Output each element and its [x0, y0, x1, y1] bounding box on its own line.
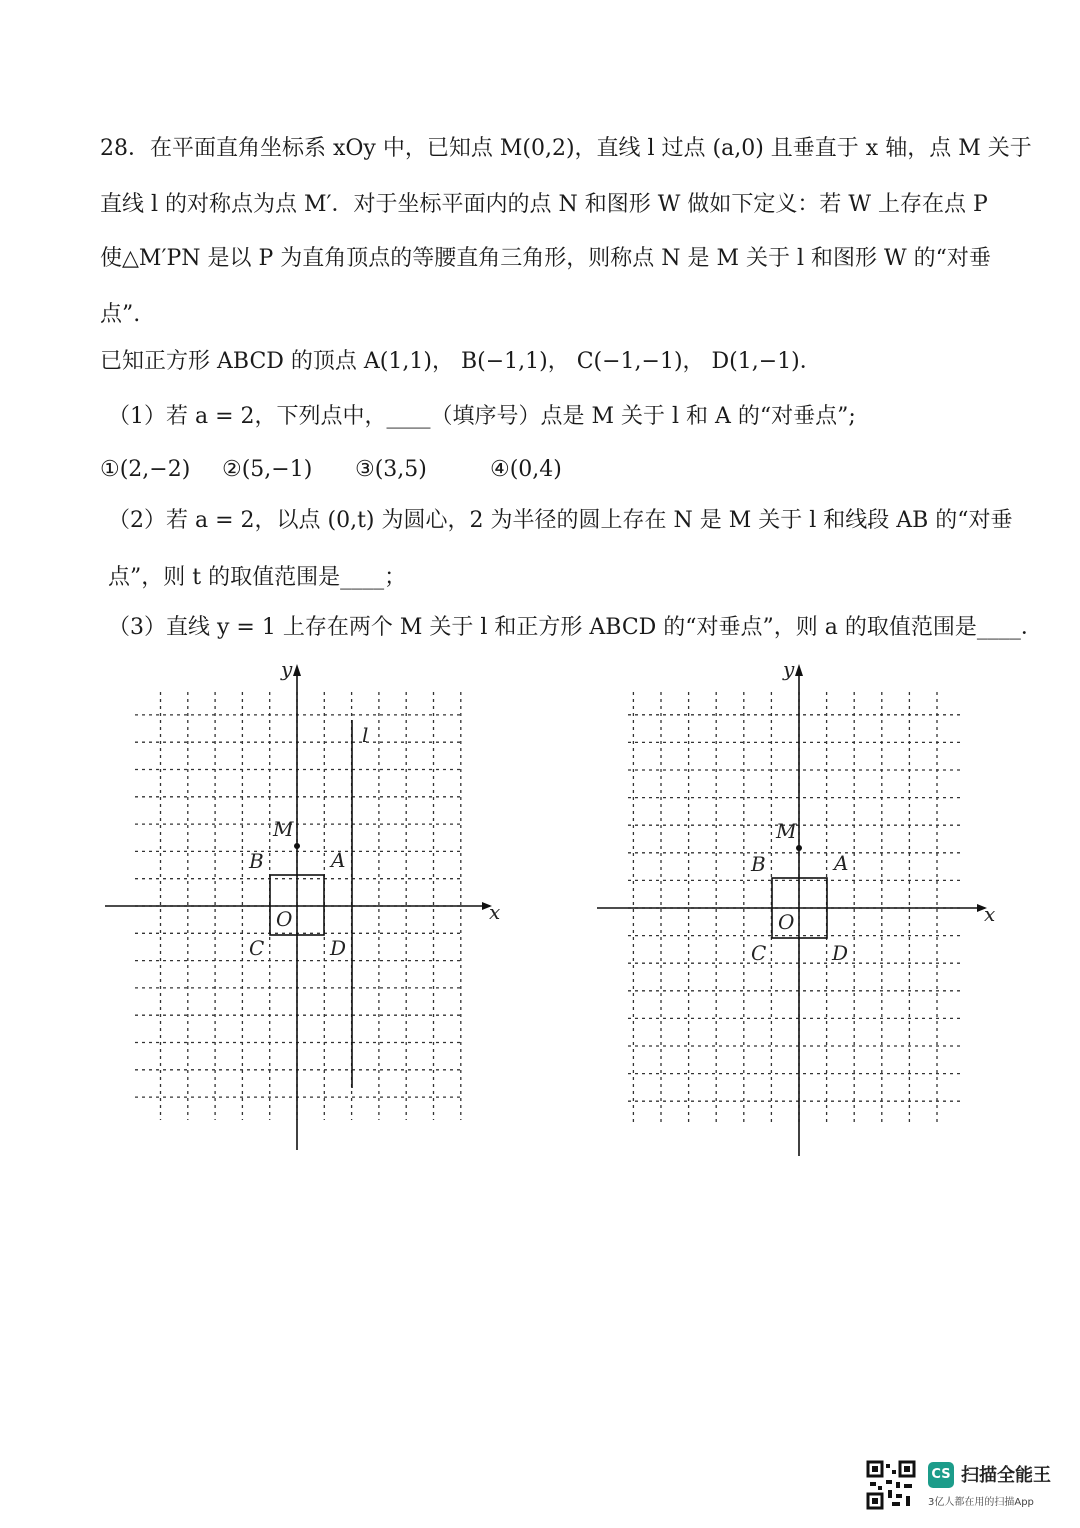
label-l: l — [362, 723, 369, 747]
label-a-1: A — [331, 848, 346, 872]
question-2-line-2: 点”，则 t 的取值范围是____； — [108, 565, 407, 590]
option-4: ④(0,4) — [490, 457, 562, 482]
question-2-line-1: （2）若 a = 2，以点 (0,t) 为圆心，2 为半径的圆上存在 N 是 M 关于 l 和线段 AB 的“对垂 — [108, 508, 1013, 533]
scanner-app-title: 扫描全能王 — [961, 1465, 1051, 1486]
label-o-1: O — [276, 907, 293, 931]
qr-code-icon — [866, 1460, 916, 1510]
label-b-1: B — [249, 849, 264, 873]
label-d-2: D — [832, 941, 849, 965]
label-y-2: y — [783, 657, 795, 681]
problem-line-2: 直线 l 的对称点为点 M′．对于坐标平面内的点 N 和图形 W 做如下定义：若 W 上存在点 P — [100, 192, 988, 217]
label-m-2: M — [776, 819, 797, 843]
label-m-1: M — [273, 817, 294, 841]
label-x-1: x — [489, 900, 501, 924]
problem-line-1: 28．在平面直角坐标系 xOy 中，已知点 M(0,2)，直线 l 过点 (a,0) 且垂直于 x 轴，点 M 关于 — [100, 136, 1032, 161]
label-d-1: D — [330, 936, 347, 960]
question-1: （1）若 a = 2，下列点中，____（填序号）点是 M 关于 l 和 A 的“对垂点”; — [108, 404, 856, 429]
option-2: ②(5,−1) — [222, 457, 313, 482]
label-y-1: y — [281, 657, 293, 681]
problem-line-4: 点”. — [100, 302, 141, 327]
label-x-2: x — [984, 902, 996, 926]
problem-line-3: 使△M′PN 是以 P 为直角顶点的等腰直角三角形，则称点 N 是 M 关于 l 和图形 W 的“对垂 — [100, 246, 991, 271]
label-c-1: C — [249, 936, 265, 960]
problem-line-5: 已知正方形 ABCD 的顶点 A(1,1)， B(−1,1)， C(−1,−1)， D(1,−1)． — [100, 349, 822, 374]
label-c-2: C — [751, 941, 767, 965]
y-axis-arrow-2 — [795, 664, 803, 676]
scanner-app-subtitle: 3亿人都在用的扫描App — [928, 1497, 1034, 1508]
question-3: （3）直线 y = 1 上存在两个 M 关于 l 和正方形 ABCD 的“对垂点”，则 a 的取值范围是____． — [108, 615, 1043, 640]
label-o-2: O — [778, 910, 795, 934]
scanner-logo-icon: CS — [928, 1462, 954, 1488]
option-3: ③(3,5) — [355, 457, 427, 482]
label-b-2: B — [751, 852, 766, 876]
point-m-2 — [796, 845, 802, 851]
label-a-2: A — [834, 851, 849, 875]
option-1: ①(2,−2) — [100, 457, 191, 482]
